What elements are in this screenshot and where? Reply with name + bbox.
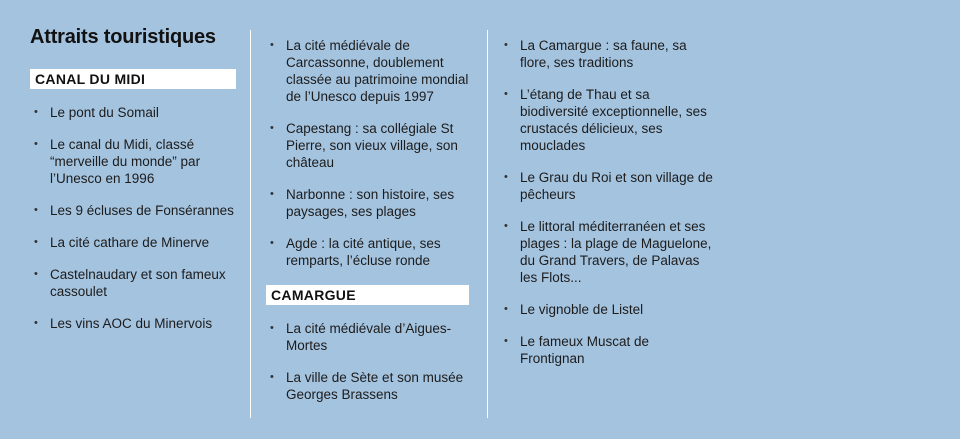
bullet-icon: • (504, 303, 508, 315)
bullet-icon: • (34, 236, 38, 248)
list-item: • La Camargue : sa faune, sa flore, ses traditions (504, 38, 687, 70)
camargue-list-continued (500, 37, 715, 382)
bullet-icon: • (34, 106, 38, 118)
bullet-icon: • (34, 317, 38, 329)
list-item: • Le vignoble de Listel (504, 302, 644, 317)
canal-du-midi-list-continued (266, 37, 478, 284)
bullet-icon: • (504, 220, 508, 232)
bullet-icon: • (270, 322, 274, 334)
section-label-canal-du-midi: CANAL DU MIDI (30, 69, 236, 89)
canal-du-midi-list (30, 104, 245, 347)
list-item: • La cité médiévale de Carcassonne, doublement classée au patrimoine mondial de l’Unesco depuis 1997 (270, 38, 469, 104)
list-item: • Les vins AOC du Minervois (34, 316, 213, 331)
list-item: • La cité cathare de Minerve (34, 235, 210, 250)
bullet-icon: • (504, 39, 508, 51)
bullet-icon: • (270, 39, 274, 51)
column-divider-1 (250, 30, 251, 418)
column-divider-2 (487, 30, 488, 418)
list-item: • Agde : la cité antique, ses remparts, l’écluse ronde (270, 236, 441, 268)
bullet-icon: • (34, 204, 38, 216)
camargue-list (266, 320, 471, 418)
list-item: • Les 9 écluses de Fonsérannes (34, 203, 234, 218)
list-item: • Narbonne : son histoire, ses paysages, ses plages (270, 187, 455, 219)
list-item: • La ville de Sète et son musée Georges Brassens (270, 370, 464, 402)
list-item: • Le canal du Midi, classé “merveille du monde” par l’Unesco en 1996 (34, 137, 201, 186)
list-item: • Le Grau du Roi et son village de pêcheurs (504, 170, 713, 202)
bullet-icon: • (270, 371, 274, 383)
bullet-icon: • (270, 237, 274, 249)
list-item: • Le littoral méditerranéen et ses plages : la plage de Maguelone, du Grand Travers, de Palavas les Flots... (504, 219, 712, 285)
bullet-icon: • (504, 171, 508, 183)
section-label-camargue: CAMARGUE (266, 285, 469, 305)
bullet-icon: • (270, 122, 274, 134)
bullet-icon: • (504, 335, 508, 347)
page-title: Attraits touristiques (30, 26, 216, 48)
list-item: • Le pont du Somail (34, 105, 159, 120)
bullet-icon: • (270, 188, 274, 200)
bullet-icon: • (504, 88, 508, 100)
list-item: • La cité médiévale d’Aigues-Mortes (270, 321, 452, 353)
list-item: • Le fameux Muscat de Frontignan (504, 334, 650, 366)
bullet-icon: • (34, 138, 38, 150)
list-item: • Castelnaudary et son fameux cassoulet (34, 267, 226, 299)
list-item: • Capestang : sa collégiale St Pierre, son vieux village, son château (270, 121, 458, 170)
bullet-icon: • (34, 268, 38, 280)
list-item: • L’étang de Thau et sa biodiversité exceptionnelle, ses crustacés délicieux, ses mouclades (504, 87, 707, 153)
